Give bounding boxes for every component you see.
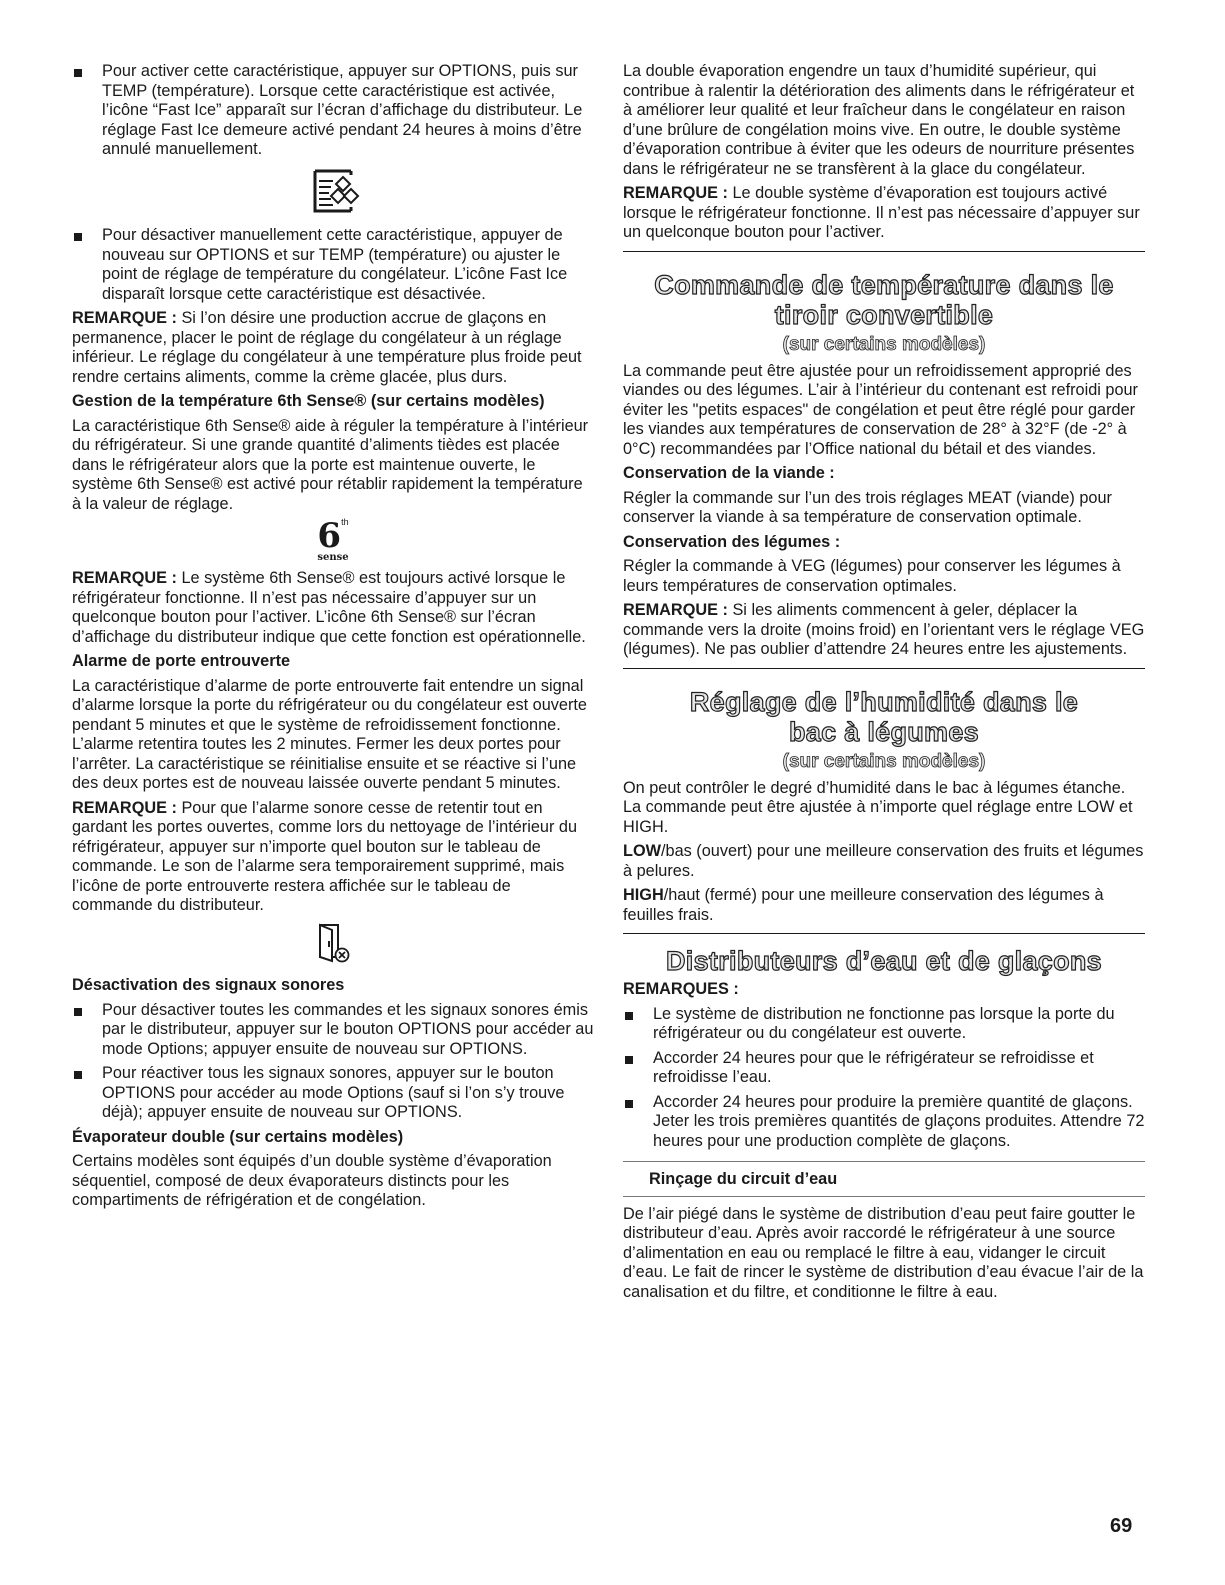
- dual-evaporator-text: Certains modèles sont équipés d’un double système d’évaporation séquentiel, composé de deux évaporateurs distincts pour les compartiments de réfrigération et de congélation.: [72, 1152, 552, 1209]
- left-column: [72, 62, 594, 1216]
- sound-disable-bullet: Pour désactiver toutes les commandes et les signaux sonores émis par le distributeur, appuyer sur le bouton OPTIONS pour accéder au mode Options; appuyer ensuite de nouveau sur OPTIONS.: [72, 1001, 594, 1060]
- meat-text: Régler la commande sur l’un des trois réglages MEAT (viande) pour conserver la viande à sa température de conservation optimale.: [623, 488, 1112, 526]
- divider: [623, 1196, 1145, 1197]
- remarques-bullet: Accorder 24 heures pour que le réfrigérateur se refroidisse et refroidisse l’eau.: [623, 1049, 1145, 1088]
- sixth-sense-logo-word: sense: [317, 552, 349, 563]
- meat-heading: Conservation de la viande :: [623, 464, 835, 482]
- divider: [623, 933, 1145, 934]
- divider: [623, 668, 1145, 669]
- sixth-sense-heading: Gestion de la température 6th Sense® (sur certains modèles): [72, 392, 545, 410]
- note-ice-production: REMARQUE : Si l’on désire une production accrue de glaçons en permanence, placer le point de réglage du congélateur à un réglage inférieur. Le réglage du congélateur à une température plus froide peut rendre certains aliments, comme la crème glacée, plus durs.: [72, 309, 582, 386]
- sixth-sense-logo-sup: th: [341, 517, 349, 527]
- note-sixth-sense: REMARQUE : Le système 6th Sense® est toujours activé lorsque le réfrigérateur fonctionne. Il n’est pas nécessaire d’appuyer sur un quelconque bouton pour l’activer. L’icône 6th Sense® sur l’écran d’affichage du distributeur indique que cette fonction est opérationnelle.: [72, 569, 586, 646]
- remarques-bullet: Accorder 24 heures pour produire la première quantité de glaçons. Jeter les trois premières quantités de glaçons produites. Attendre 72 heures pour une production complète de glaçons.: [623, 1093, 1145, 1152]
- rinse-heading: Rinçage du circuit d’eau: [649, 1170, 838, 1188]
- veg-text: Régler la commande à VEG (légumes) pour conserver les légumes à leurs températures de conservation optimales.: [623, 557, 1121, 595]
- fast-ice-deactivate-bullet: Pour désactiver manuellement cette caractéristique, appuyer de nouveau sur OPTIONS et sur TEMP (température) ou ajuster le point de réglage de température du congélateur. L’icône Fast Ice disparaît lorsque cette caractéristique est désactivée.: [72, 226, 594, 304]
- right-column: [623, 62, 1145, 1307]
- dual-evaporator-text-cont: La double évaporation engendre un taux d’humidité supérieur, qui contribue à ralentir la détérioration des aliments dans le réfrigérateur et à améliorer leur qualité et leur fraîcheur dans le congélateur en raison d’une brûlure de congélation moins vive. En outre, le double système d’évaporation contribue à éviter que les odeurs de nourriture présentes dans le réfrigérateur ne se transfèrent à la glace du congélateur.: [623, 62, 1135, 178]
- dual-evaporator-heading: Évaporateur double (sur certains modèles): [72, 1127, 404, 1146]
- convertible-drawer-text: La commande peut être ajustée pour un refroidissement approprié des viandes ou des légumes. L’air à l’intérieur du contenant est refroidi pour éviter les "petits espaces" de congélation et peut être réglé pour garder les viandes aux températures de conservation de 28° à 32°F (de -2° à 0°C) recommandées par l’Office national du bétail et des viandes.: [623, 361, 1138, 458]
- veg-heading: Conservation des légumes :: [623, 532, 841, 551]
- divider: [623, 1161, 1145, 1162]
- door-alarm-text: La caractéristique d’alarme de porte entrouverte fait entendre un signal d’alarme lorsque la porte du réfrigérateur ou du congélateur est ouverte pendant 5 minutes et que le système de refroidissement fonctionne. L’alarme retentira toutes les 2 minutes. Fermer les deux portes pour l’arrêter. La caractéristique se réinitialise ensuite et se réactive si l’une des deux portes est de nouveau laissée ouverte pendant 5 minutes.: [72, 676, 587, 792]
- remarques-bullet: Le système de distribution ne fonctionne pas lorsque la porte du réfrigérateur ou du congélateur est ouverte.: [623, 1005, 1145, 1044]
- sound-disable-heading: Désactivation des signaux sonores: [72, 976, 345, 994]
- sixth-sense-logo-digit: 6: [317, 516, 342, 556]
- humidity-low: LOW/bas (ouvert) pour une meilleure conservation des fruits et légumes à pelures.: [623, 842, 1144, 880]
- note-dual-evaporator: REMARQUE : Le double système d’évaporation est toujours activé lorsque le réfrigérateur fonctionne. Il n’est pas nécessaire d’appuyer sur un quelconque bouton pour l’activer.: [623, 184, 1140, 241]
- note-door-alarm: REMARQUE : Pour que l’alarme sonore cesse de retentir tout en gardant les portes ouvertes, comme lors du nettoyage de l’intérieur du réfrigérateur, appuyer sur n’importe quel bouton sur le tableau de commande. Le son de l’alarme sera temporairement supprimé, mais l’icône de porte entrouverte restera affichée sur le tableau de commande du distributeur.: [72, 798, 577, 914]
- section-subtitle: (sur certains modèles): [782, 750, 986, 772]
- note-freezing: REMARQUE : Si les aliments commencent à geler, déplacer la commande vers la droite (moins froid) en l’orientant vers le réglage VEG (légumes). Ne pas oublier d’attendre 24 heures entre les ajustements.: [623, 601, 1145, 658]
- humidity-high: HIGH/haut (fermé) pour une meilleure conservation des légumes à feuilles frais.: [623, 886, 1104, 924]
- rinse-text: De l’air piégé dans le système de distribution d’eau peut faire goutter le distributeur d’eau. Après avoir raccordé le réfrigérateur à une source d’alimentation en eau ou remplacé le filtre à eau, vidanger le circuit d’eau. Le fait de rincer le système de distribution d’eau évacue l’air de la canalisation et du filtre, et conditionne le filtre à eau.: [623, 1204, 1144, 1301]
- sixth-sense-logo: [72, 516, 594, 563]
- door-ajar-icon: [72, 921, 594, 971]
- humidity-text: On peut contrôler le degré d’humidité dans le bac à légumes étanche. La commande peut être ajustée à n’importe quel réglage entre LOW et HIGH.: [623, 778, 1133, 836]
- door-alarm-heading: Alarme de porte entrouverte: [72, 652, 291, 670]
- sixth-sense-text: La caractéristique 6th Sense® aide à réguler la température à l’intérieur du réfrigérateur. Si une grande quantité d’aliments tièdes est placée dans le réfrigérateur alors que la porte est maintenue ouverte, le système 6th Sense® est activé pour rétablir rapidement la température à la valeur de réglage.: [72, 416, 589, 513]
- section-title-humidity: Réglage de l’humidité dans le bac à légumes: [689, 686, 1079, 747]
- section-subtitle: (sur certains modèles): [782, 333, 986, 355]
- page-number: 69: [1110, 1515, 1133, 1537]
- divider: [623, 251, 1145, 252]
- remarques-heading: REMARQUES :: [623, 980, 739, 998]
- section-title-dispensers: Distributeurs d’eau et de glaçons: [666, 946, 1102, 976]
- section-title-convertible-drawer: Commande de température dans le tiroir convertible: [654, 269, 1114, 330]
- sound-enable-bullet: Pour réactiver tous les signaux sonores, appuyer sur le bouton OPTIONS pour accéder au mode Options (sauf si l’on s’y trouve déjà); appuyer ensuite de nouveau sur OPTIONS.: [72, 1064, 594, 1123]
- fast-ice-icon: [72, 165, 594, 221]
- fast-ice-activate-bullet: Pour activer cette caractéristique, appuyer sur OPTIONS, puis sur TEMP (température). Lorsque cette caractéristique est activée, l’icône “Fast Ice” apparaît sur l’écran d’affichage du distributeur. Le réglage Fast Ice demeure activé pendant 24 heures à moins d’être annulé manuellement.: [72, 62, 594, 160]
